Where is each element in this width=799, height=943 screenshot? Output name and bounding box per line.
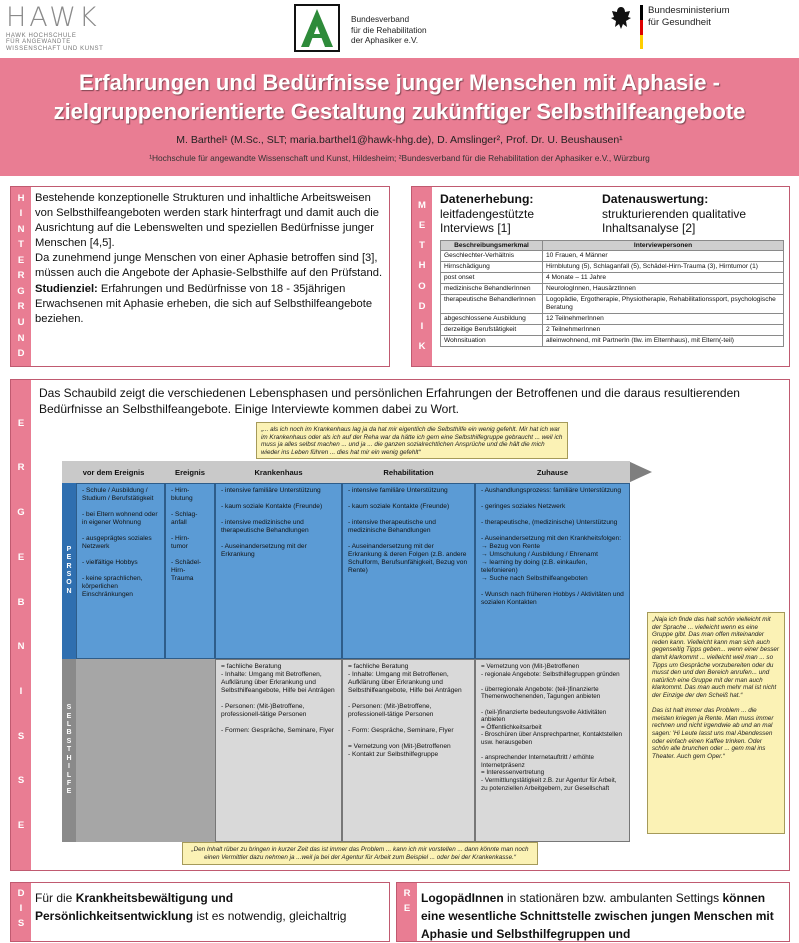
table-cell: derzeitige Berufstätigkeit <box>441 325 543 336</box>
label-letter: R <box>403 888 411 899</box>
label-letter: G <box>17 507 25 519</box>
column-zuhause: Zuhause <box>475 461 630 483</box>
label-letter: E <box>17 551 25 563</box>
label-letter: E <box>66 788 72 796</box>
table-row <box>441 273 784 284</box>
label-letter: B <box>66 729 72 737</box>
column-krankenhaus: Krankenhaus <box>215 461 342 483</box>
resumee-label <box>397 883 417 941</box>
hintergrund-paragraph-1: Bestehende konzeptionelle Strukturen und inhaltliche Arbeitsweisen von Selbsthilfeangeboten werden stark hinterfragt und damit auch die Ausrichtung auf die Lebenswelten und speziellen Bedürfnisse junger Menschen [4,5]. <box>35 192 379 250</box>
resumee-text-bold-c: können eine wesentliche Schnittstelle zwischen jungen Menschen mit Aphasie und Selbsthilfegruppen und <box>421 891 774 941</box>
label-letter: E <box>66 554 72 562</box>
selbsthilfe-cell-empty <box>76 659 215 842</box>
hawk-logo-subtitle <box>6 33 103 52</box>
bmg-logo-text <box>648 5 730 28</box>
datenauswertung-line: Inhaltsanalyse [2] <box>602 221 696 236</box>
label-letter: E <box>17 254 25 266</box>
life-phase-matrix <box>62 461 630 842</box>
title-band <box>0 58 799 176</box>
label-letter: T <box>66 746 72 754</box>
column-ereignis: Ereignis <box>165 461 215 483</box>
label-letter: L <box>66 721 72 729</box>
datenauswertung-title: Datenauswertung: <box>602 192 709 206</box>
studienziel-label: Studienziel: <box>35 282 98 295</box>
table-header: Beschreibungsmerkmal <box>441 241 543 251</box>
label-letter: D <box>17 888 25 899</box>
label-letter: F <box>66 779 72 787</box>
ergebnisse-label <box>11 380 31 870</box>
bra-line: für die Rehabilitation <box>351 24 427 35</box>
resumee-text-bold-a: LogopädInnen <box>421 891 504 905</box>
table-cell: therapeutische BehandlerInnen <box>441 295 543 314</box>
label-letter: S <box>17 730 25 742</box>
label-letter: B <box>17 596 25 608</box>
label-letter: R <box>17 462 25 474</box>
table-cell: alleinwohnend, mit PartnerIn (tlw. im Elternhaus), mit Eltern(-teil) <box>543 336 784 347</box>
person-cell-rehabilitation: - intensive familiäre Unterstützung - kaum soziale Kontakte (Freunde) - intensive therapeutische und medizinische Behandlungen - Auseinandersetzung mit der Erkrankung & deren Folgen (z.B. andere Schulform, Berufsunfähigkeit, Bezug von Rente) <box>342 483 475 659</box>
table-cell: abgeschlossene Ausbildung <box>441 314 543 325</box>
bra-line: Bundesverband <box>351 14 410 24</box>
table-cell: Wohnsituation <box>441 336 543 347</box>
federal-eagle-icon <box>610 5 632 31</box>
row-label-selbsthilfe <box>62 659 76 842</box>
label-letter: I <box>19 208 23 220</box>
row-label-person <box>62 483 76 659</box>
label-letter: H <box>17 192 25 204</box>
quote-krankenhaus: „... als ich noch im Krankenhaus lag ja da hat mir eigentlich die Selbsthilfe ein wenig gefehlt. Mir hat ich war im Krankenhaus oder als ich auf der Reha war da hätte ich gern eine Selbsthilfegruppe gebraucht ... weil ich muss ja alles selbst machen ... und ja ... die ganzen sozialrechtlichen Ansprüche und die hält die mich wieder ins Leben führen ... dies hat mir ein wenig gefehlt“ <box>256 422 568 459</box>
label-letter: I <box>19 903 23 914</box>
label-letter: P <box>66 545 72 553</box>
table-cell: post onset <box>441 273 543 284</box>
label-letter: L <box>66 771 72 779</box>
poster-authors: M. Barthel¹ (M.Sc., SLT; maria.barthel1@hawk-hhg.de), D. Amslinger², Prof. Dr. U. Beushausen¹ <box>176 134 623 146</box>
bmg-line: Bundesministerium <box>648 5 730 16</box>
quote-zuhause: „Naja ich finde das halt schön vielleicht mit der Sprache ... vielleicht wenn es eine Gruppe gibt. Das man offen miteinander reden kann. Vielleicht kann man sich auch gegenseitig Tipps geben... wenn einer besser damit klarkommt ... vielleicht weil man ... so Tipps um Gespräche vorzubereiten oder du musst den und den Bereich anrufen... und natürlich eine Gruppe mit der man auch klarkommt. Das man auch mehr mal ist nicht der Einzige der den Scheiß hat.“ Das ist halt immer das Problem ... die meisten kriegen ja Rente. Man muss immer rechnen und nicht irgendwie ab und an mal sagen: 'Hi Leute lasst uns mal Abendessen oder einfach einen Kaffee trinken. Oder schön alle brunchen oder ... gem mal ins Theater. Auch gern Oper.“ <box>647 612 785 834</box>
label-letter: I <box>68 763 70 771</box>
methodik-panel <box>411 186 790 367</box>
label-letter: O <box>418 280 426 292</box>
datenerhebung <box>440 192 534 236</box>
label-letter: I <box>19 686 23 698</box>
datenerhebung-line: Interviews [1] <box>440 221 511 236</box>
label-letter: N <box>17 223 25 235</box>
table-cell: 12 TeilnehmerInnen <box>543 314 784 325</box>
table-row <box>441 314 784 325</box>
selbsthilfe-cell-zuhause: = Vernetzung von (Mit-)Betroffenen - regionale Angebote: Selbsthilfegruppen gründen - überregionale Angebote: (teil-)finanzierte Themenwochenenden, Tagungen anbieten - (teil-)finanzierte bedeutungsvolle Aktivitäten anbieten = Öffentlichkeitsarbeit - Broschüren über Ansprechpartner, Kontaktstellen usw. herausgeben - ansprechender Internetauftritt / erhöhte Internetpräsenz = Interessenvertretung - Vermittlungstätigkeit z.B. zur Agentur für Arbeit, zu potenziellen Arbeitgebern, zur Gesellschaft <box>475 659 630 842</box>
sample-table <box>440 240 784 347</box>
table-cell: NeurologInnen, HausärztInnen <box>543 284 784 295</box>
label-letter: K <box>418 340 426 352</box>
bra-line: der Aphasiker e.V. <box>351 35 419 45</box>
poster-header <box>0 0 799 58</box>
hintergrund-paragraph-2: Da zunehmend junge Menschen von einer Aphasie betroffen sind [3], müssen auch die Angebote der Aphasie-Selbsthilfe auf den Prüfstand. <box>35 252 383 280</box>
datenauswertung-line: strukturierenden qualitative <box>602 206 747 221</box>
diskussion-text-bold: Krankheitsbewältigung und Persönlichkeitsentwicklung <box>35 891 234 923</box>
diskussion-label <box>11 883 31 941</box>
label-letter: O <box>66 579 72 587</box>
datenerhebung-title: Datenerhebung: <box>440 192 534 206</box>
table-cell: Logopädie, Ergotherapie, Physiotherapie, Rehabilitationssport, psychologische Beratung <box>543 295 784 314</box>
studienziel <box>35 282 387 327</box>
table-row <box>441 251 784 262</box>
column-vor-dem-ereignis: vor dem Ereignis <box>62 461 165 483</box>
label-letter: E <box>17 820 25 832</box>
label-letter: T <box>18 239 24 251</box>
label-letter: M <box>418 200 426 212</box>
label-letter: S <box>66 737 72 745</box>
hintergrund-label <box>11 187 31 366</box>
person-cell-krankenhaus: - intensive familiäre Unterstützung - kaum soziale Kontakte (Freunde) - intensive medizinische und therapeutische Behandlungen - Auseinandersetzung mit der Erkrankung <box>215 483 342 659</box>
selbsthilfe-cell-rehabilitation: = fachliche Beratung - Inhalte: Umgang mit Betroffenen, Aufklärung über Erkrankung und Selbsthilfeangebote, Hilfe bei Anträgen - Personen: (Mit-)Betroffene, professionell-tätige Personen - Form: Gespräche, Seminare, Flyer = Vernetzung von (Mit-)Betroffenen - Kontakt zur Selbsthilfegruppe <box>342 659 475 842</box>
hawk-sub-line: FÜR ANGEWANDTE <box>6 39 71 46</box>
label-letter: E <box>17 417 25 429</box>
label-letter: E <box>418 220 426 232</box>
bra-logo-icon <box>294 4 340 52</box>
datenerhebung-line: leitfadengestützte <box>440 206 535 221</box>
label-letter: H <box>418 260 426 272</box>
person-cell-zuhause: - Aushandlungsprozess: familiäre Unterstützung - geringes soziales Netzwerk - therapeutische, (medizinische) Unterstützung - Auseinandersetzung mit den Krankheitsfolgen: → Bezug von Rente → Umschulung / Ausbildung / Ehrenamt → learning by doing (z.B. einkaufen, telefonieren) → Suche nach Selbsthilfeangeboten - Wunsch nach früheren Hobbys / Aktivitäten und sozialen Kontakten <box>475 483 630 659</box>
label-letter: N <box>17 641 25 653</box>
hawk-logo-word: HAWK <box>6 2 100 33</box>
table-row <box>441 336 784 347</box>
diskussion-text-a: Für die <box>35 891 76 905</box>
label-letter: S <box>66 571 72 578</box>
poster-title: Erfahrungen und Bedürfnisse junger Menschen mit Aphasie - zielgruppenorientierte Gestaltung zukünftiger Selbsthilfeangebote <box>53 70 746 124</box>
person-cell-ereignis: - Hirn- blutung - Schlag- anfall - Hirn- tumor - Schädel- Hirn- Trauma <box>165 483 215 659</box>
diskussion-text <box>35 889 387 925</box>
diskussion-panel <box>10 882 390 942</box>
hawk-sub-line: HAWK HOCHSCHULE <box>6 33 77 39</box>
selbsthilfe-cell-krankenhaus: = fachliche Beratung - Inhalte: Umgang mit Betroffenen, Aufklärung über Erkrankung und Selbsthilfeangebote, Hilfe bei Anträgen - Personen: (Mit-)Betroffene, professionell-tätige Personen - Formen: Gespräche, Seminare, Flyer <box>215 659 342 842</box>
table-cell: medizinische BehandlerInnen <box>441 284 543 295</box>
table-cell: 2 TeilnehmerInnen <box>543 325 784 336</box>
label-letter: S <box>17 918 25 929</box>
label-letter: S <box>17 775 25 787</box>
hawk-sub-line: WISSENSCHAFT UND KUNST <box>6 45 104 52</box>
label-letter: S <box>66 704 72 712</box>
table-row <box>441 295 784 314</box>
hintergrund-text <box>35 191 387 327</box>
label-letter: D <box>17 348 25 360</box>
label-letter: E <box>403 903 411 914</box>
label-letter: R <box>66 562 72 570</box>
quote-vermittler: „Den Inhalt rüber zu bringen in kurzer Zeit das ist immer das Problem ... kann ich mir vorstellen ... dann könnte man noch einen Vermittler dazu nehmen ja ...weil ja bei der Agentur für Arbeit zum Beispiel ... oder bei der Krankenkasse.“ <box>182 842 538 865</box>
table-header: Interviewpersonen <box>543 241 784 251</box>
table-cell: Geschlechter-Verhältnis <box>441 251 543 262</box>
label-letter: N <box>17 332 25 344</box>
label-letter: U <box>17 317 25 329</box>
bmg-line: für Gesundheit <box>648 16 711 28</box>
bra-logo-text <box>351 14 427 46</box>
table-row <box>441 262 784 273</box>
ergebnisse-intro: Das Schaubild zeigt die verschiedenen Lebensphasen und persönlichen Erfahrungen der Betroffenen und die daraus resultierenden Bedürfnisse an Selbsthilfeangebote. Einige Interviewte kommen dabei zu Wort. <box>39 386 740 416</box>
diskussion-text-c: ist es notwendig, gleichaltrig <box>193 909 347 923</box>
label-letter: D <box>418 300 426 312</box>
poster-affiliations: ¹Hochschule für angewandte Wissenschaft und Kunst, Hildesheim; ²Bundesverband für die Rehabilitation der Aphasiker e.V., Würzburg <box>149 153 650 163</box>
methodik-label <box>412 187 432 366</box>
hintergrund-panel <box>10 186 390 367</box>
table-cell: 10 Frauen, 4 Männer <box>543 251 784 262</box>
person-cell-vor-dem-ereignis: - Schule / Ausbildung / Studium / Berufstätigkeit - bei Eltern wohnend oder in eigener Wohnung - ausgeprägtes soziales Netzwerk - vielfältige Hobbys - keine sprachlichen, körperlichen Einschränkungen <box>76 483 165 659</box>
label-letter: R <box>17 270 25 282</box>
hawk-logo <box>6 4 103 52</box>
studienziel-text: Erfahrungen und Bedürfnisse von 18 - 35jährigen Erwachsenen mit Aphasie erheben, die sich auf Selbsthilfeangebote beziehen. <box>35 282 373 325</box>
resumee-text <box>421 889 787 943</box>
column-rehabilitation: Rehabilitation <box>342 461 475 483</box>
label-letter: T <box>419 240 425 252</box>
table-cell: Hirnblutung (5), Schlaganfall (5), Schädel-Hirn-Trauma (3), Hirntumor (1) <box>543 262 784 273</box>
datenauswertung <box>602 192 746 236</box>
label-letter: E <box>66 712 72 720</box>
label-letter: N <box>66 587 72 595</box>
label-letter: I <box>420 320 424 332</box>
resumee-text-b: in stationären bzw. ambulanten Settings <box>503 891 723 905</box>
label-letter: G <box>17 285 25 297</box>
resumee-panel <box>396 882 790 942</box>
table-row <box>441 284 784 295</box>
table-header-row <box>441 241 784 251</box>
label-letter: H <box>66 754 72 762</box>
table-cell: Hirnschädigung <box>441 262 543 273</box>
german-flag-icon <box>640 5 643 49</box>
label-letter: R <box>17 301 25 313</box>
table-row <box>441 325 784 336</box>
table-cell: 4 Monate – 11 Jahre <box>543 273 784 284</box>
